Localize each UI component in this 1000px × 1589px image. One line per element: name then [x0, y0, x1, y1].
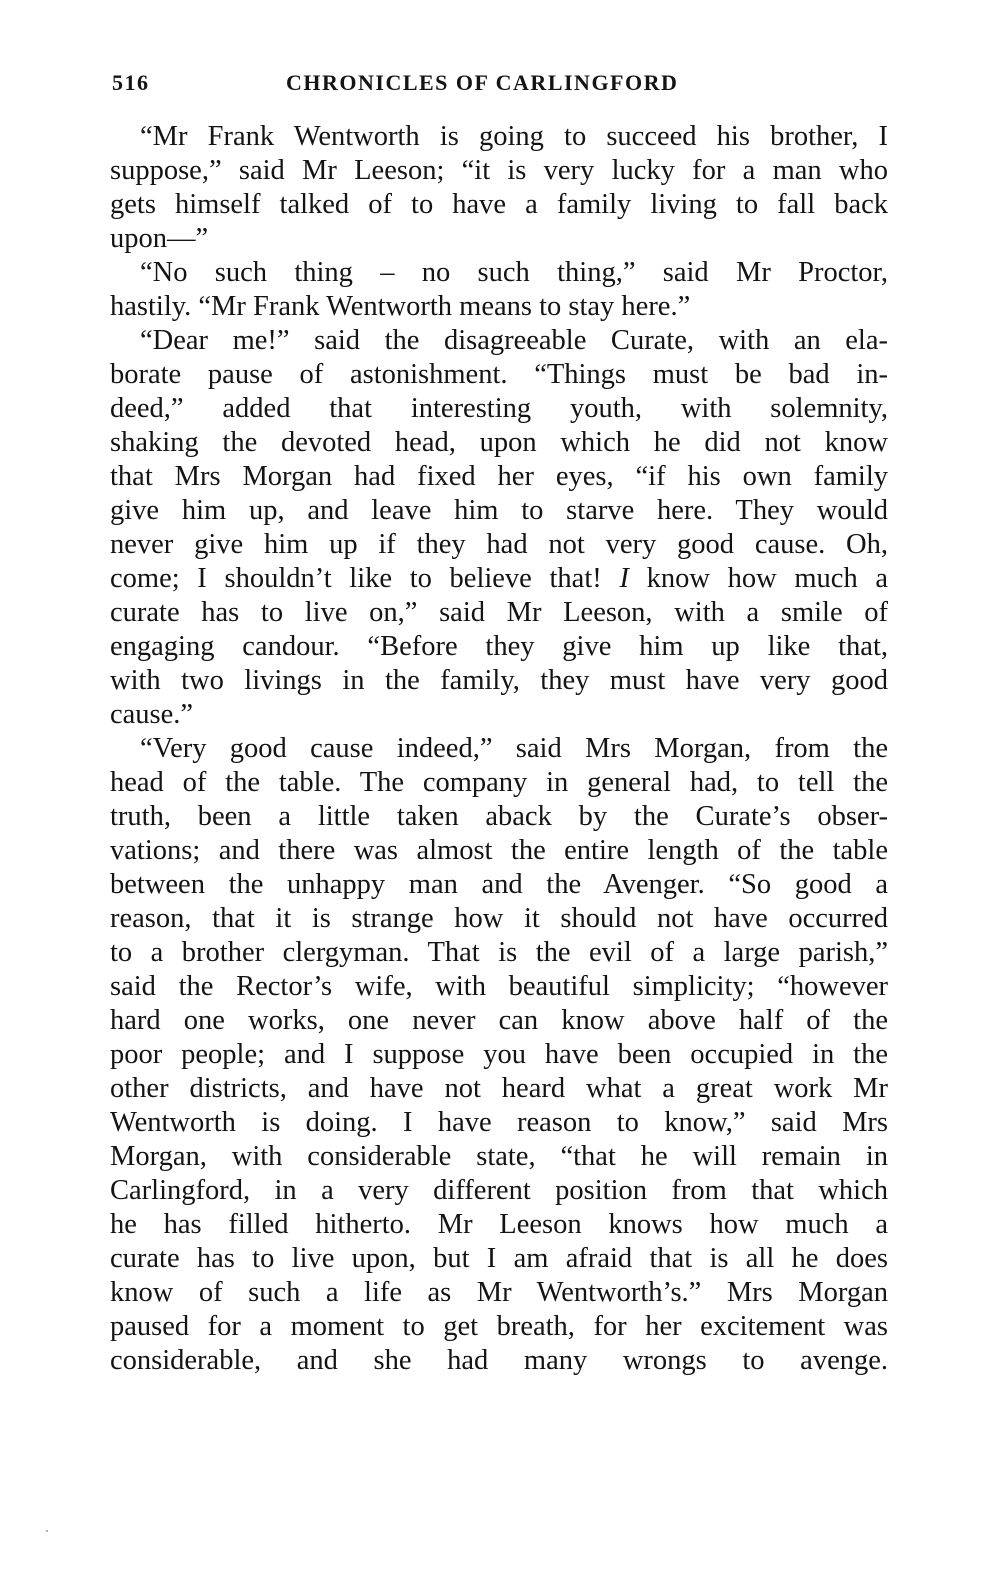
text-line: considerable, and she had many wrongs to avenge.: [110, 1345, 888, 1376]
page-number: 516: [112, 70, 150, 95]
text-line: upon—”: [110, 223, 209, 254]
text-line: know of such a life as Mr Wentworth’s.” Mrs Morgan: [110, 1277, 888, 1308]
text-line: truth, been a little taken aback by the Curate’s obser-: [110, 801, 888, 832]
text-line: shaking the devoted head, upon which he did not know: [110, 427, 888, 458]
text-line: give him up, and leave him to starve here. They would: [110, 495, 888, 526]
running-head: [112, 70, 892, 100]
book-title: CHRONICLES OF CARLINGFORD: [286, 70, 679, 95]
text-line: hastily. “Mr Frank Wentworth means to stay here.”: [110, 291, 691, 322]
italic-word: I: [619, 563, 629, 594]
text-line: [110, 562, 888, 596]
text-line: suppose,” said Mr Leeson; “it is very lucky for a man who: [110, 155, 888, 186]
text-line: deed,” added that interesting youth, with solemnity,: [110, 393, 888, 424]
text-line: said the Rector’s wife, with beautiful simplicity; “however: [110, 971, 888, 1002]
text-line: gets himself talked of to have a family living to fall back: [110, 189, 888, 220]
text-line-part: come; I shouldn’t like to believe that!: [110, 563, 602, 594]
text-line: engaging candour. “Before they give him up like that,: [110, 631, 888, 662]
text-line: “Dear me!” said the disagreeable Curate, with an ela-: [140, 325, 888, 356]
text-line: to a brother clergyman. That is the evil of a large parish,”: [110, 937, 888, 968]
text-line: with two livings in the family, they must have very good: [110, 665, 888, 696]
text-line: Carlingford, in a very different position from that which: [110, 1175, 888, 1206]
body-text: [110, 120, 888, 1378]
text-line: poor people; and I suppose you have been occupied in the: [110, 1039, 888, 1070]
text-line: other districts, and have not heard what a great work Mr: [110, 1073, 888, 1104]
text-line: between the unhappy man and the Avenger. “So good a: [110, 869, 888, 900]
text-line: borate pause of astonishment. “Things must be bad in-: [110, 359, 888, 390]
text-line-part: know how much a: [646, 563, 889, 594]
text-line: Wentworth is doing. I have reason to know,” said Mrs: [110, 1107, 888, 1138]
text-line: paused for a moment to get breath, for her excitement was: [110, 1311, 888, 1342]
text-line: “Very good cause indeed,” said Mrs Morgan, from the: [140, 733, 888, 764]
text-line: curate has to live upon, but I am afraid that is all he does: [110, 1243, 888, 1274]
text-line: Morgan, with considerable state, “that he will remain in: [110, 1141, 888, 1172]
text-line: head of the table. The company in general had, to tell the: [110, 767, 888, 798]
text-line: vations; and there was almost the entire length of the table: [110, 835, 888, 866]
text-line: that Mrs Morgan had fixed her eyes, “if his own family: [110, 461, 888, 492]
text-line: “No such thing – no such thing,” said Mr Proctor,: [140, 257, 888, 288]
text-line: never give him up if they had not very good cause. Oh,: [110, 529, 888, 560]
text-line: curate has to live on,” said Mr Leeson, with a smile of: [110, 597, 888, 628]
text-line: reason, that it is strange how it should not have occurred: [110, 903, 888, 934]
text-line: hard one works, one never can know above half of the: [110, 1005, 888, 1036]
text-line: cause.”: [110, 699, 194, 730]
text-line: “Mr Frank Wentworth is going to succeed his brother, I: [140, 121, 888, 152]
text-line: he has filled hitherto. Mr Leeson knows how much a: [110, 1209, 888, 1240]
scan-speck: [46, 1530, 48, 1532]
